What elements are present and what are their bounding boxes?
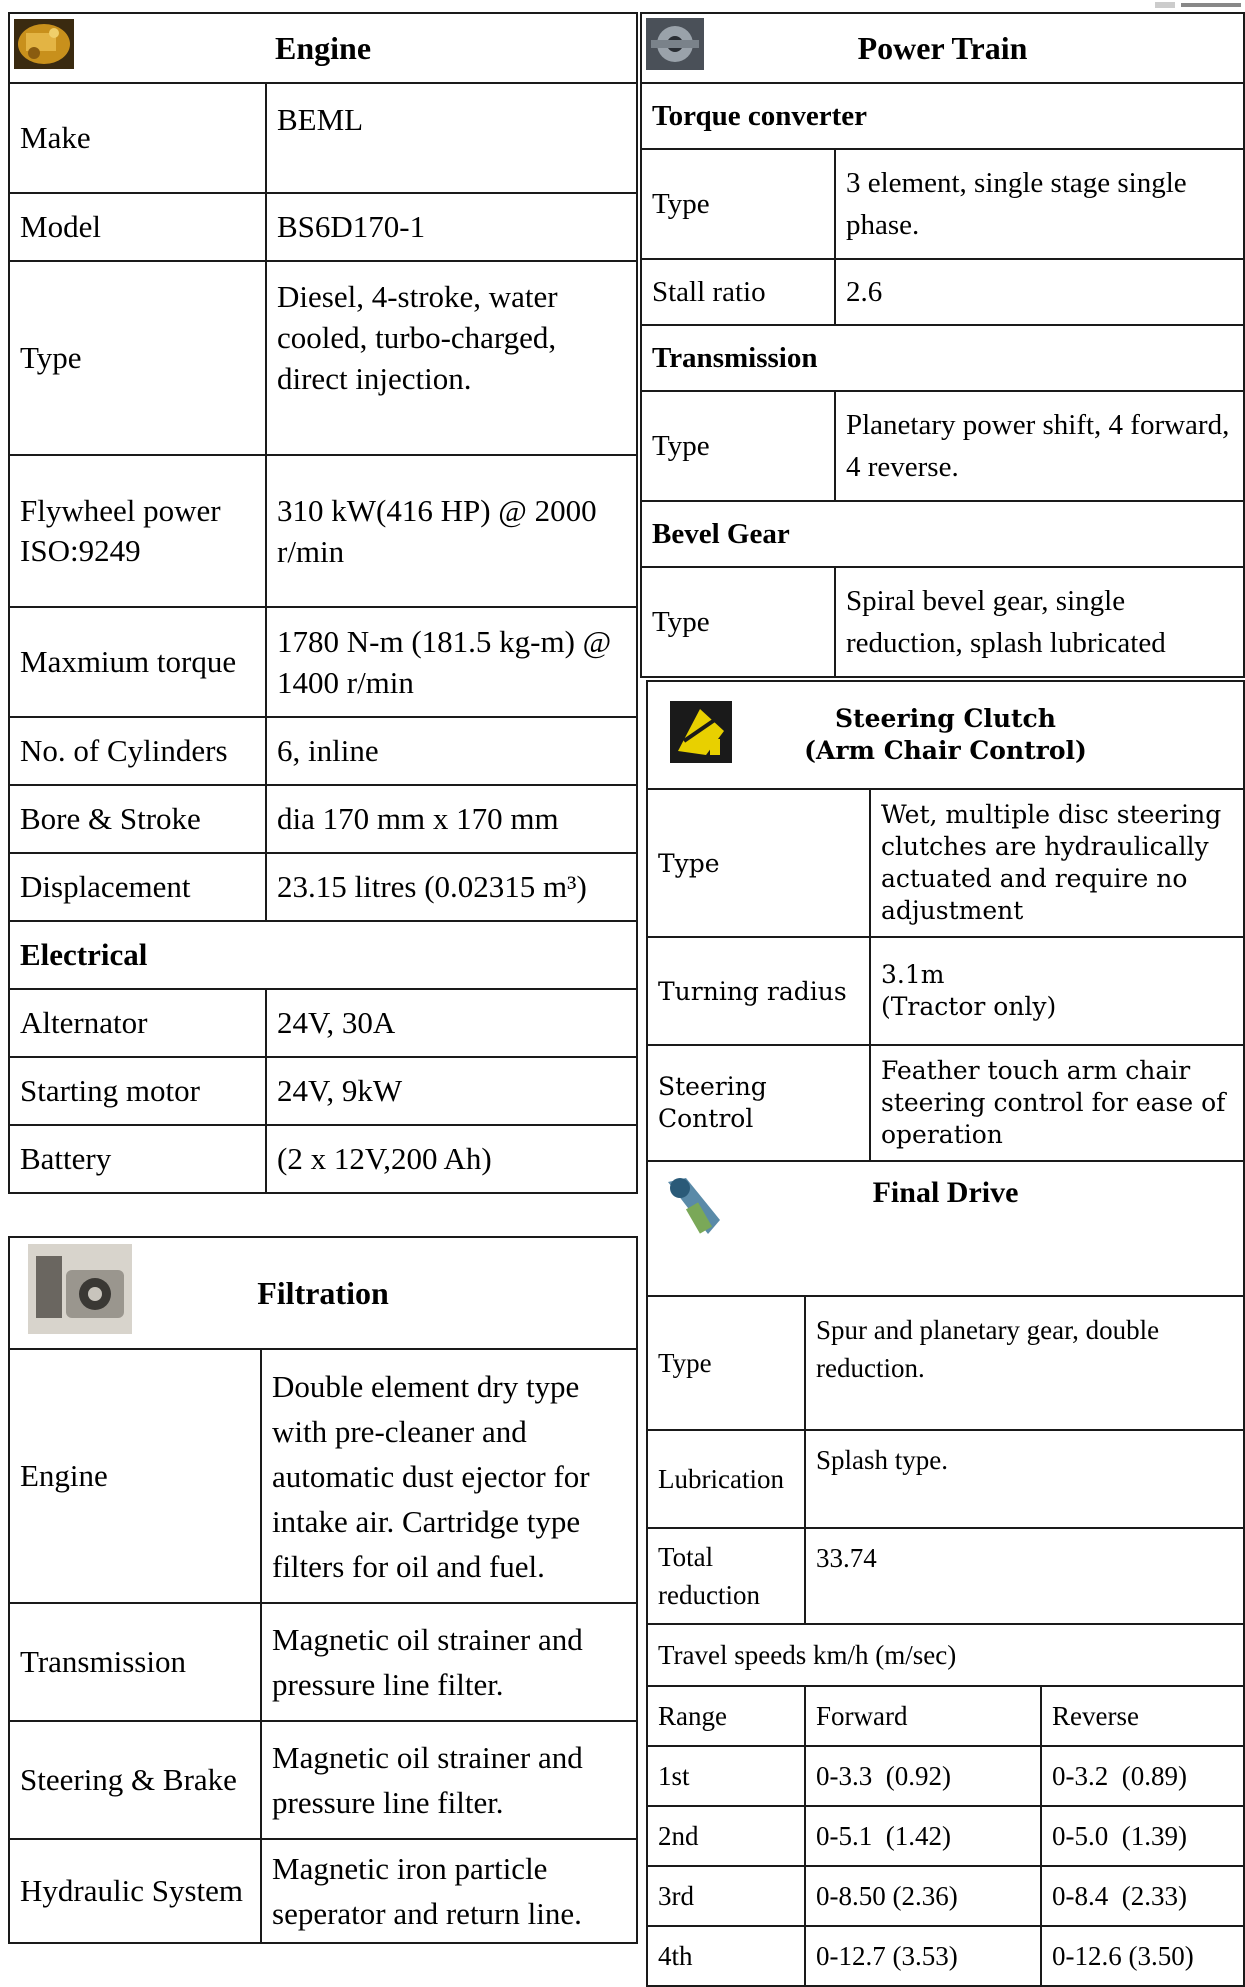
row-label: Engine — [9, 1349, 261, 1603]
engine-title: Engine — [274, 29, 372, 66]
row-value: 1780 N-m (181.5 kg-m) @ 1400 r/min — [266, 607, 637, 717]
row-value — [870, 937, 1244, 1045]
table-row — [9, 785, 637, 853]
table-row — [9, 607, 637, 717]
corner-logo-mark — [1155, 0, 1245, 12]
torque-converter-section-header — [641, 83, 1244, 149]
row-label: Starting motor — [9, 1057, 266, 1125]
table-row — [647, 937, 1244, 1045]
row-label: Steering & Brake — [9, 1721, 261, 1839]
steering-icon — [670, 701, 732, 769]
row-value: 33.74 — [805, 1528, 1244, 1624]
transmission-section-header — [641, 325, 1244, 391]
row-value: BS6D170-1 — [266, 193, 637, 261]
table-row — [647, 1430, 1244, 1528]
final-drive-header — [647, 1161, 1244, 1260]
row-value: 2.6 — [835, 259, 1244, 325]
row-value: Splash type. — [805, 1430, 1244, 1528]
steering-clutch-panel — [646, 680, 1245, 1160]
row-label: Total reduction — [647, 1528, 805, 1624]
row-label: Turning radius — [647, 937, 870, 1045]
row-label: Make — [9, 83, 266, 193]
travel-speeds-title: Travel speeds km/h (m/sec) — [647, 1624, 1244, 1686]
turning-radius-note: (Tractor only) — [881, 992, 1057, 1021]
bevel-gear-title: Bevel Gear — [641, 501, 1244, 567]
speed-forward: 0-3.3 (0.92) — [805, 1746, 1041, 1806]
table-row — [641, 259, 1244, 325]
table-row — [9, 193, 637, 261]
speed-range: 4th — [647, 1926, 805, 1986]
table-row — [9, 1125, 637, 1193]
speed-reverse: 0-8.4 (2.33) — [1041, 1866, 1244, 1926]
electrical-title: Electrical — [9, 921, 637, 989]
steering-clutch-header — [647, 681, 1244, 789]
steering-clutch-subtitle: (Arm Chair Control) — [804, 736, 1087, 765]
electrical-section-header — [9, 921, 637, 989]
travel-speeds-header-row — [647, 1686, 1244, 1746]
engine-header — [9, 13, 637, 83]
final-drive-title: Final Drive — [872, 1176, 1019, 1209]
transmission-title: Transmission — [641, 325, 1244, 391]
row-value: 3 element, single stage single phase. — [835, 149, 1244, 259]
table-row — [647, 1045, 1244, 1161]
header-spacer — [647, 1260, 1244, 1296]
table-row — [9, 1839, 637, 1943]
speed-range: 1st — [647, 1746, 805, 1806]
column-header-range: Range — [647, 1686, 805, 1746]
travel-speeds-title-row — [647, 1624, 1244, 1686]
row-value: Planetary power shift, 4 forward, 4 reverse. — [835, 391, 1244, 501]
final-drive-panel — [646, 1160, 1245, 1971]
row-value: 24V, 30A — [266, 989, 637, 1057]
speed-forward: 0-12.7 (3.53) — [805, 1926, 1041, 1986]
row-value: Wet, multiple disc steering clutches are hydraulically actuated and require no adjustment — [870, 789, 1244, 937]
row-label: No. of Cylinders — [9, 717, 266, 785]
table-row — [647, 1528, 1244, 1624]
row-label: Alternator — [9, 989, 266, 1057]
table-row — [647, 1866, 1244, 1926]
column-header-reverse: Reverse — [1041, 1686, 1244, 1746]
row-value: Diesel, 4-stroke, water cooled, turbo-charged, direct injection. — [266, 261, 637, 455]
table-row — [9, 1349, 637, 1603]
table-row — [641, 391, 1244, 501]
steering-clutch-title: Steering Clutch — [835, 704, 1056, 733]
speed-forward: 0-8.50 (2.36) — [805, 1866, 1041, 1926]
power-train-panel — [640, 12, 1245, 680]
row-value: Magnetic oil strainer and pressure line filter. — [261, 1721, 637, 1839]
speed-forward: 0-5.1 (1.42) — [805, 1806, 1041, 1866]
gear-icon — [646, 18, 704, 78]
row-label: Maxmium torque — [9, 607, 266, 717]
speed-reverse: 0-3.2 (0.89) — [1041, 1746, 1244, 1806]
table-row — [647, 1296, 1244, 1430]
row-label: Type — [641, 391, 835, 501]
speed-reverse: 0-5.0 (1.39) — [1041, 1806, 1244, 1866]
row-label: Lubrication — [647, 1430, 805, 1528]
table-row — [9, 261, 637, 455]
row-label: Stall ratio — [641, 259, 835, 325]
table-row — [9, 1721, 637, 1839]
row-label: Type — [641, 567, 835, 677]
filtration-header — [9, 1237, 637, 1349]
speed-reverse: 0-12.6 (3.50) — [1041, 1926, 1244, 1986]
bevel-gear-section-header — [641, 501, 1244, 567]
table-row — [9, 83, 637, 193]
engine-icon — [14, 19, 74, 77]
table-row — [9, 1603, 637, 1721]
table-row — [641, 149, 1244, 259]
row-value: (2 x 12V,200 Ah) — [266, 1125, 637, 1193]
turning-radius-value: 3.1m — [881, 960, 945, 989]
row-value: 24V, 9kW — [266, 1057, 637, 1125]
filter-icon — [28, 1244, 132, 1342]
row-label: Flywheel power ISO:9249 — [9, 455, 266, 607]
row-value: Feather touch arm chair steering control for ease of operation — [870, 1045, 1244, 1161]
row-label: Battery — [9, 1125, 266, 1193]
table-row — [647, 789, 1244, 937]
row-label: Transmission — [9, 1603, 261, 1721]
row-label: Bore & Stroke — [9, 785, 266, 853]
table-row — [9, 455, 637, 607]
wrench-icon — [662, 1174, 726, 1247]
row-value: Double element dry type with pre-cleaner and automatic dust ejector for intake air. Cartridge type filters for oil and fuel. — [261, 1349, 637, 1603]
row-label: Steering Control — [647, 1045, 870, 1161]
power-train-title: Power Train — [857, 29, 1028, 66]
row-label: Type — [9, 261, 266, 455]
table-row — [9, 853, 637, 921]
filtration-panel — [8, 1236, 638, 1944]
row-label: Hydraulic System — [9, 1839, 261, 1943]
row-value: 310 kW(416 HP) @ 2000 r/min — [266, 455, 637, 607]
power-train-header — [641, 13, 1244, 83]
table-row — [647, 1806, 1244, 1866]
table-row — [9, 1057, 637, 1125]
speed-range: 3rd — [647, 1866, 805, 1926]
row-value: Spur and planetary gear, double reduction. — [805, 1296, 1244, 1430]
table-row — [641, 567, 1244, 677]
row-value: Magnetic iron particle seperator and return line. — [261, 1839, 637, 1943]
torque-converter-title: Torque converter — [641, 83, 1244, 149]
table-row — [9, 717, 637, 785]
filtration-title: Filtration — [257, 1274, 389, 1311]
table-row — [647, 1926, 1244, 1986]
row-value: dia 170 mm x 170 mm — [266, 785, 637, 853]
speed-range: 2nd — [647, 1806, 805, 1866]
row-label: Displacement — [9, 853, 266, 921]
row-label: Type — [641, 149, 835, 259]
engine-panel — [8, 12, 638, 1196]
row-value: 23.15 litres (0.02315 m³) — [266, 853, 637, 921]
row-value: 6, inline — [266, 717, 637, 785]
row-label: Model — [9, 193, 266, 261]
table-row — [647, 1746, 1244, 1806]
row-label: Type — [647, 1296, 805, 1430]
table-row — [9, 989, 637, 1057]
row-value: Magnetic oil strainer and pressure line filter. — [261, 1603, 637, 1721]
column-header-forward: Forward — [805, 1686, 1041, 1746]
row-value: Spiral bevel gear, single reduction, splash lubricated — [835, 567, 1244, 677]
row-value: BEML — [266, 83, 637, 193]
row-label: Type — [647, 789, 870, 937]
